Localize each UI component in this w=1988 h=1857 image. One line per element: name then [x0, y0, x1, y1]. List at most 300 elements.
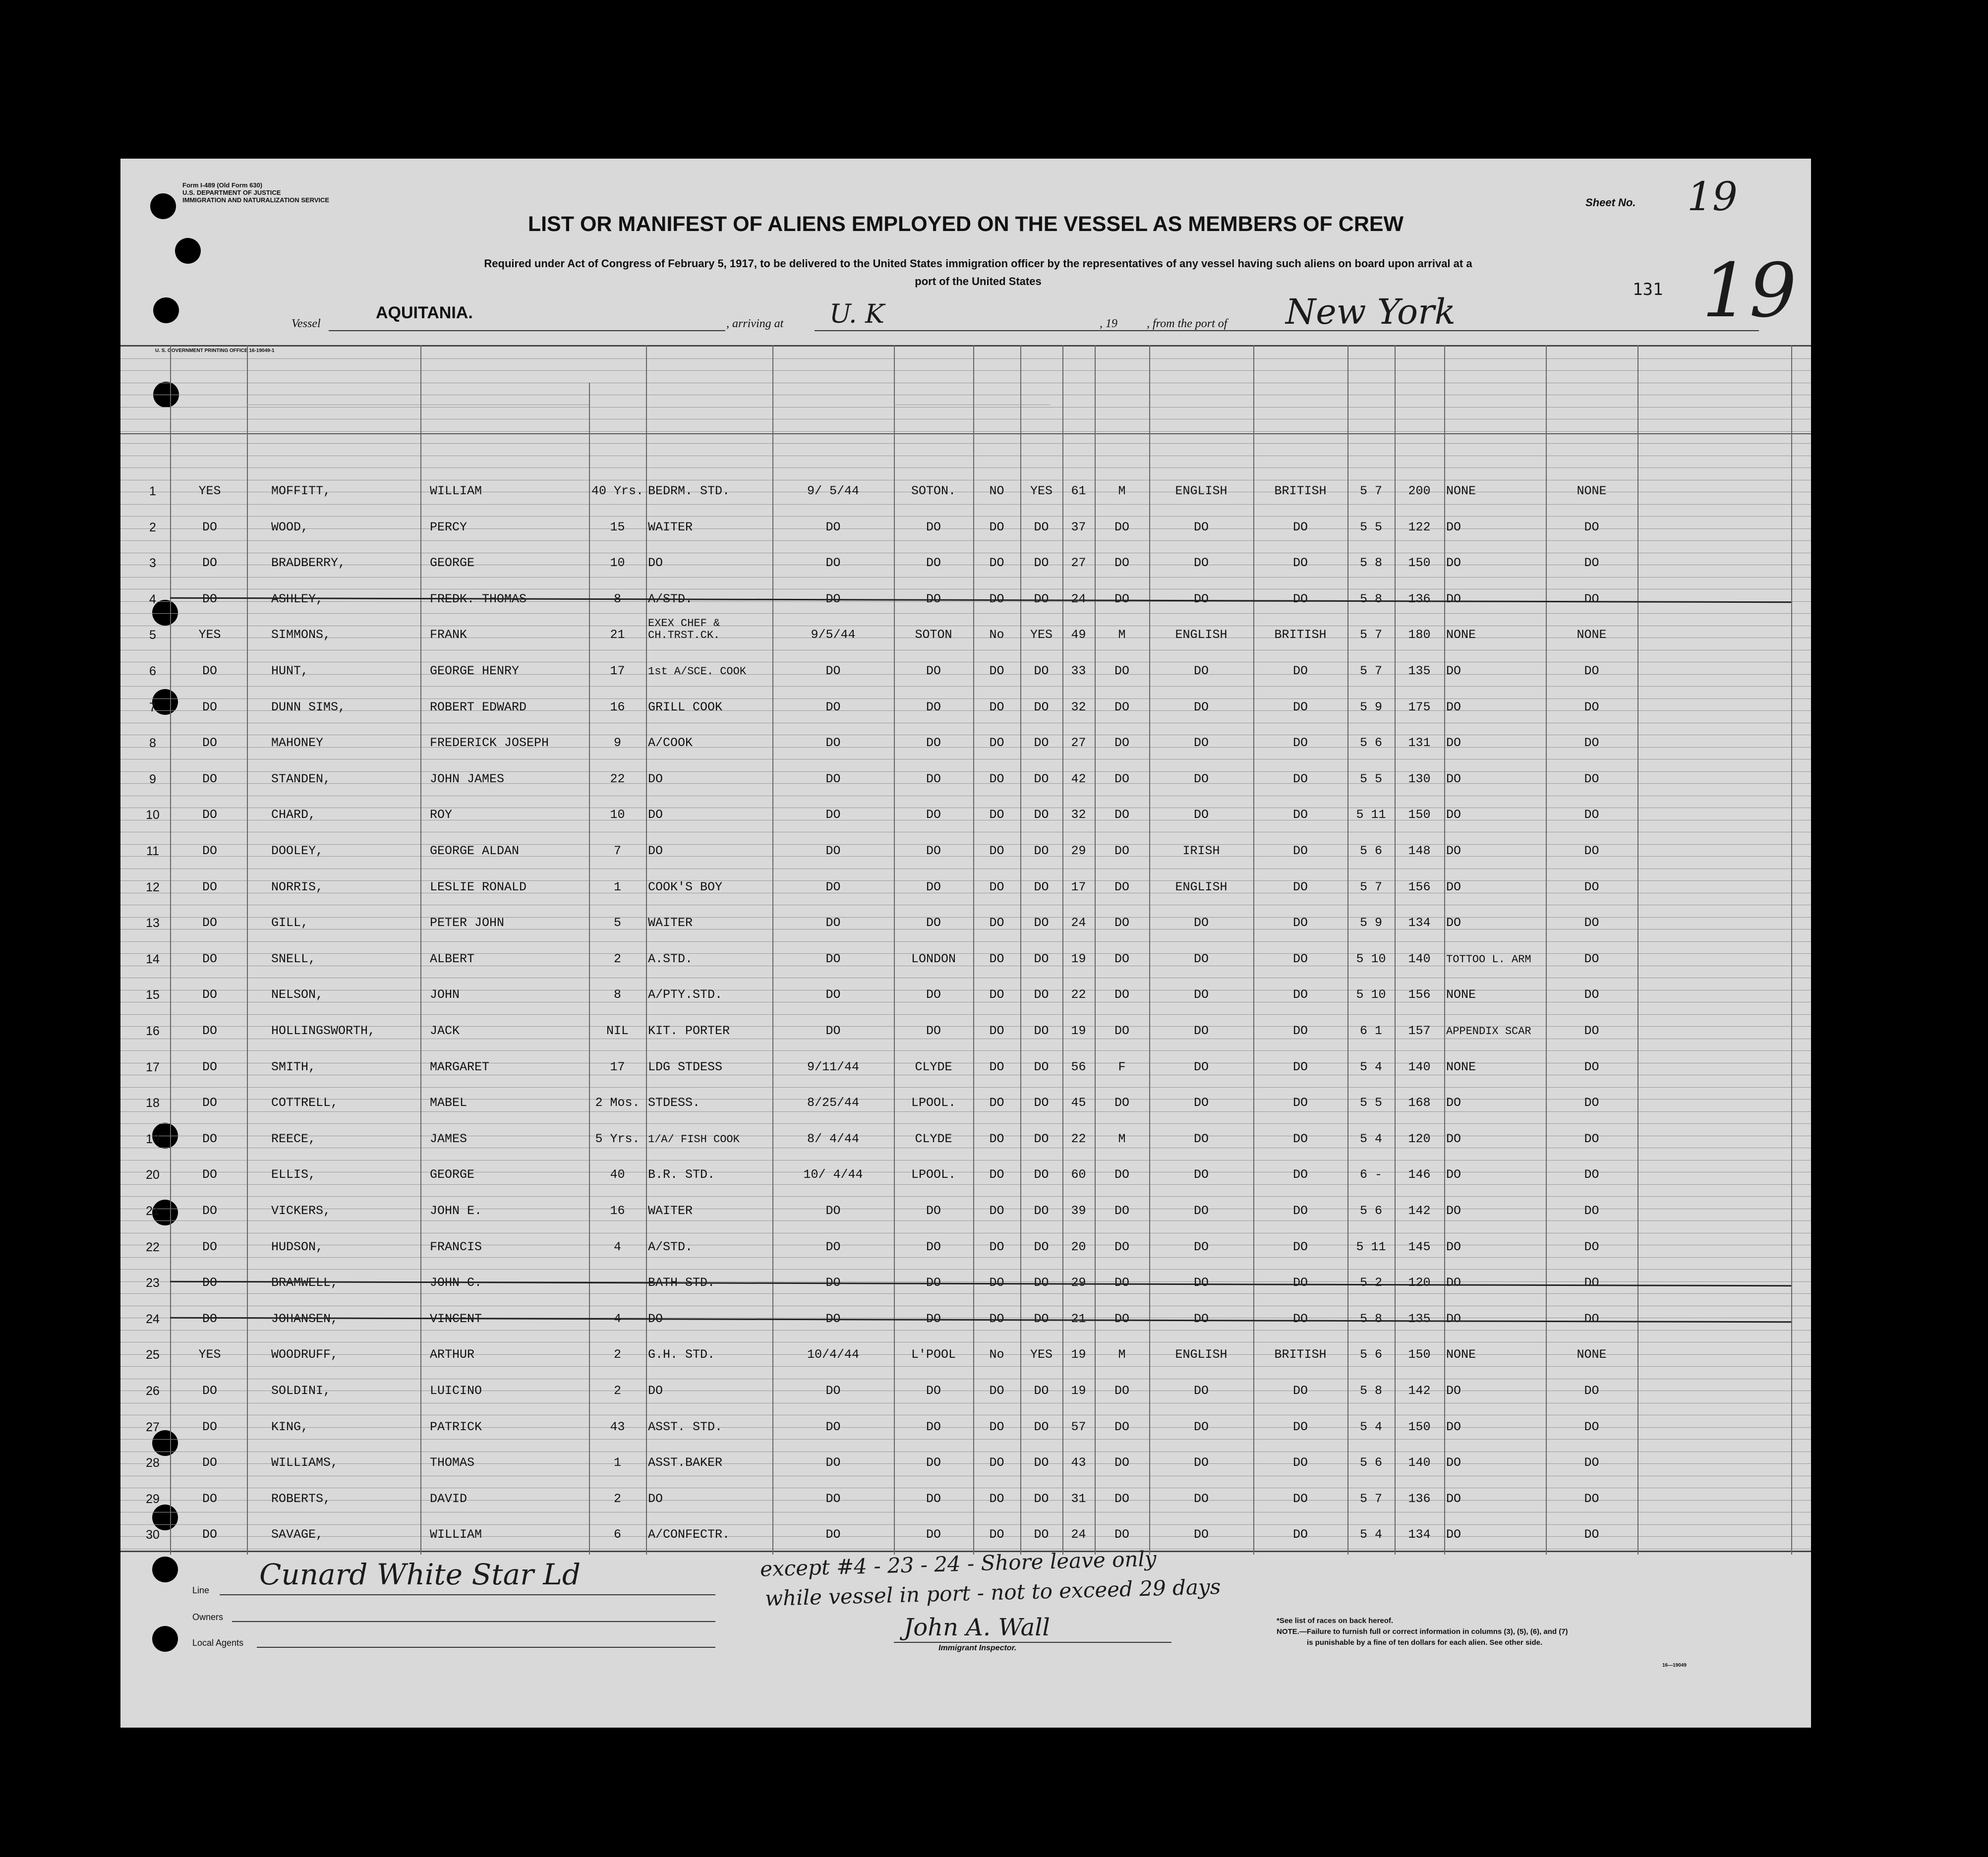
cell-disch: DO [989, 1384, 1004, 1397]
cell-family: WOODRUFF, [271, 1347, 339, 1362]
cell-wt: 135 [1408, 1311, 1431, 1326]
cell-sex: M [1118, 1131, 1126, 1146]
cell-where: DO [926, 771, 941, 786]
cell-ht: 5 7 [1359, 628, 1382, 642]
cell-given: JOHN [430, 987, 460, 1002]
cell-age: 20 [1071, 1239, 1086, 1254]
cell-read: DO [1034, 987, 1049, 1002]
cell-remarks: DO [1584, 664, 1599, 678]
cell-marks: DO [1446, 1384, 1462, 1397]
cell-race: DO [1193, 1024, 1209, 1038]
cell-disch: DO [989, 736, 1004, 750]
cell-when: DO [825, 520, 841, 534]
cell-race: DO [1193, 1491, 1209, 1506]
cell-given: ALBERT [430, 951, 475, 966]
cell-when: 8/ 4/44 [807, 1131, 860, 1146]
cell-ht: 5 6 [1359, 844, 1382, 858]
cell-last: DO [202, 844, 217, 858]
cell-given: FREDK. THOMAS [430, 591, 527, 606]
cell-marks: DO [1446, 844, 1462, 858]
cell-race: DO [1193, 736, 1209, 750]
cell-nat: DO [1292, 1491, 1308, 1506]
cell-when: DO [825, 1419, 841, 1434]
cell-sex: DO [1114, 699, 1129, 714]
cell-service: 40 Yrs. [591, 484, 644, 498]
cell-no: 10 [146, 808, 160, 822]
column-divider [1546, 345, 1547, 1555]
cell-no: 4 [149, 592, 156, 606]
cell-read: DO [1034, 1167, 1049, 1182]
cell-remarks: DO [1584, 951, 1599, 966]
cell-last: DO [202, 556, 217, 570]
cell-no: 29 [146, 1492, 160, 1506]
column-divider [1253, 345, 1254, 1555]
cell-nat: DO [1292, 951, 1308, 966]
cell-race: DO [1193, 1096, 1209, 1110]
cell-last: DO [202, 916, 217, 930]
penalty-note-2: is punishable by a fine of ten dollars for each alien. See other side. [1307, 1638, 1543, 1647]
cell-given: FREDERICK JOSEPH [430, 736, 549, 750]
column-divider [170, 345, 171, 1555]
cell-marks: DO [1446, 699, 1462, 714]
cell-given: FRANCIS [430, 1239, 482, 1254]
column-divider [1395, 345, 1396, 1555]
cell-age: 22 [1071, 1131, 1086, 1146]
cell-given: ROBERT EDWARD [430, 699, 527, 714]
cell-sex: DO [1114, 1311, 1129, 1326]
cell-where: LPOOL. [911, 1096, 956, 1110]
cell-position: EXEX CHEF & CH.TRST.CK. [648, 617, 720, 642]
cell-given: GEORGE [430, 1167, 475, 1182]
cell-ht: 5 11 [1356, 808, 1386, 822]
cell-given: PERCY [430, 520, 468, 534]
cell-family: BRAMWELL, [271, 1276, 339, 1290]
cell-age: 39 [1071, 1204, 1086, 1218]
cell-service: 2 [613, 951, 621, 966]
cell-disch: DO [989, 1491, 1004, 1506]
cell-service: 15 [610, 520, 625, 534]
cell-service: 5 Yrs. [595, 1131, 640, 1146]
cell-read: DO [1034, 1311, 1049, 1326]
cell-nat: DO [1292, 591, 1308, 606]
cell-when: DO [825, 1311, 841, 1326]
cell-nat: DO [1292, 1239, 1308, 1254]
cell-position: WAITER [648, 520, 693, 534]
year-label: , 19 [1100, 317, 1117, 330]
cell-age: 29 [1071, 1276, 1086, 1290]
cell-race: DO [1193, 771, 1209, 786]
cell-no: 3 [149, 556, 156, 570]
cell-family: REECE, [271, 1131, 316, 1146]
cell-no: 18 [146, 1096, 160, 1110]
cell-family: SAVAGE, [271, 1527, 324, 1542]
cell-last: DO [202, 1419, 217, 1434]
cell-read: YES [1030, 1347, 1052, 1362]
cell-position: A/PTY.STD. [648, 987, 723, 1002]
cell-where: DO [926, 556, 941, 570]
cell-read: DO [1034, 1239, 1049, 1254]
cell-last: DO [202, 1239, 217, 1254]
cell-family: STANDEN, [271, 771, 331, 786]
cell-sex: DO [1114, 951, 1129, 966]
cell-ht: 5 7 [1359, 879, 1382, 894]
column-divider [247, 345, 248, 1555]
cell-ht: 5 10 [1356, 951, 1386, 966]
cell-service: 1 [613, 879, 621, 894]
cell-sex: M [1118, 484, 1126, 498]
inspector-handnote-1: except #4 - 23 - 24 - Shore leave only [760, 1546, 1157, 1581]
cell-where: DO [926, 1527, 941, 1542]
cell-where: DO [926, 1384, 941, 1397]
cell-remarks: DO [1584, 1204, 1599, 1218]
cell-where: DO [926, 1311, 941, 1326]
cell-last: DO [202, 1276, 217, 1290]
cell-position: A.STD. [648, 951, 693, 966]
cell-position: A/STD. [648, 1239, 693, 1254]
cell-remarks: DO [1584, 1024, 1599, 1038]
cell-age: 60 [1071, 1167, 1086, 1182]
cell-last: DO [202, 1096, 217, 1110]
cell-read: DO [1034, 1455, 1049, 1470]
cell-race: DO [1193, 1167, 1209, 1182]
from-label: , from the port of [1147, 317, 1228, 330]
cell-nat: DO [1292, 916, 1308, 930]
cell-family: MAHONEY [271, 736, 324, 750]
cell-no: 23 [146, 1276, 160, 1290]
cell-service: 21 [610, 628, 625, 642]
cell-age: 24 [1071, 591, 1086, 606]
cell-family: CHARD, [271, 808, 316, 822]
cell-sex: DO [1114, 1276, 1129, 1290]
cell-when: DO [825, 951, 841, 966]
manifest-title: LIST OR MANIFEST OF ALIENS EMPLOYED ON THE VESSEL AS MEMBERS OF CREW [527, 212, 1404, 236]
cell-read: DO [1034, 844, 1049, 858]
cell-family: COTTRELL, [271, 1096, 339, 1110]
cell-race: DO [1193, 1239, 1209, 1254]
cell-when: DO [825, 844, 841, 858]
cell-given: MABEL [430, 1096, 468, 1110]
cell-no: 25 [146, 1348, 160, 1362]
cell-wt: 140 [1408, 1455, 1431, 1470]
cell-wt: 148 [1408, 844, 1431, 858]
cell-ht: 5 7 [1359, 1491, 1382, 1506]
cell-sex: DO [1114, 520, 1129, 534]
cell-given: WILLIAM [430, 1527, 482, 1542]
cell-family: HUNT, [271, 664, 309, 678]
cell-no: 28 [146, 1456, 160, 1470]
department: U.S. DEPARTMENT OF JUSTICE [182, 189, 281, 196]
cell-service: 7 [613, 844, 621, 858]
cell-no: 15 [146, 988, 160, 1002]
cell-marks: DO [1446, 591, 1462, 606]
cell-sex: DO [1114, 1239, 1129, 1254]
cell-marks: DO [1446, 808, 1462, 822]
cell-given: WILLIAM [430, 484, 482, 498]
cell-read: DO [1034, 736, 1049, 750]
cell-family: HOLLINGSWORTH, [271, 1024, 376, 1038]
cell-read: DO [1034, 520, 1049, 534]
cell-position: A/STD. [648, 591, 693, 606]
cell-disch: DO [989, 1167, 1004, 1182]
cell-when: DO [825, 916, 841, 930]
cell-given: ARTHUR [430, 1347, 475, 1362]
cell-sex: DO [1114, 1419, 1129, 1434]
cell-race: DO [1193, 1276, 1209, 1290]
cell-disch: DO [989, 916, 1004, 930]
cell-marks: DO [1446, 916, 1462, 930]
cell-age: 19 [1071, 1024, 1086, 1038]
cell-where: DO [926, 1276, 941, 1290]
cell-when: DO [825, 699, 841, 714]
cell-sex: DO [1114, 1204, 1129, 1218]
cell-family: NORRIS, [271, 879, 324, 894]
cell-race: DO [1193, 1384, 1209, 1397]
cell-read: DO [1034, 1024, 1049, 1038]
cell-sex: DO [1114, 1167, 1129, 1182]
cell-remarks: DO [1584, 1131, 1599, 1146]
cell-age: 49 [1071, 628, 1086, 642]
vessel-underline [329, 330, 725, 331]
cell-last: DO [202, 1311, 217, 1326]
cell-remarks: DO [1584, 771, 1599, 786]
cell-read: DO [1034, 879, 1049, 894]
cell-sex: M [1118, 1347, 1126, 1362]
cell-last: DO [202, 879, 217, 894]
cell-race: DO [1193, 987, 1209, 1002]
cell-wt: 135 [1408, 664, 1431, 678]
cell-remarks: NONE [1577, 1347, 1607, 1362]
cell-age: 27 [1071, 736, 1086, 750]
cell-no: 2 [149, 520, 156, 534]
form-info [182, 181, 329, 204]
grid-line [120, 431, 1811, 432]
cell-marks: NONE [1446, 1347, 1476, 1362]
punch-hole [152, 1626, 178, 1652]
cell-where: CLYDE [915, 1131, 952, 1146]
cell-where: SOTON [915, 628, 952, 642]
column-divider [1347, 345, 1348, 1555]
cell-nat: DO [1292, 879, 1308, 894]
cell-given: GEORGE ALDAN [430, 844, 520, 858]
cell-position: B.R. STD. [648, 1167, 715, 1182]
cell-where: DO [926, 879, 941, 894]
cell-no: 5 [149, 628, 156, 642]
cell-remarks: DO [1584, 808, 1599, 822]
cell-remarks: DO [1584, 1239, 1599, 1254]
cell-read: DO [1034, 808, 1049, 822]
cell-marks: DO [1446, 1419, 1462, 1434]
cell-race: DO [1193, 556, 1209, 570]
cell-race: DO [1193, 664, 1209, 678]
cell-ht: 5 5 [1359, 520, 1382, 534]
cell-remarks: DO [1584, 1419, 1599, 1434]
cell-service: 43 [610, 1419, 625, 1434]
cell-age: 31 [1071, 1491, 1086, 1506]
cell-sex: F [1118, 1059, 1126, 1074]
cell-service: 2 [613, 1384, 621, 1397]
cell-nat: DO [1292, 771, 1308, 786]
header-bottom-rule [120, 433, 1811, 434]
cell-disch: NO [989, 484, 1004, 498]
cell-remarks: DO [1584, 1384, 1599, 1397]
cell-race: DO [1193, 1527, 1209, 1542]
line-label: Line [192, 1585, 210, 1595]
cell-last: DO [202, 951, 217, 966]
cell-remarks: DO [1584, 699, 1599, 714]
column-divider [1062, 345, 1063, 1555]
printing-office: U. S. GOVERNMENT PRINTING OFFICE 16-19049-1 [155, 348, 275, 353]
cell-last: DO [202, 736, 217, 750]
cell-disch: DO [989, 1527, 1004, 1542]
cell-wt: 175 [1408, 699, 1431, 714]
cell-no: 30 [146, 1528, 160, 1542]
cell-no: 27 [146, 1420, 160, 1434]
cell-read: DO [1034, 771, 1049, 786]
cell-race: DO [1193, 591, 1209, 606]
cell-ht: 5 5 [1359, 1096, 1382, 1110]
cell-family: ASHLEY, [271, 591, 324, 606]
cell-race: DO [1193, 1311, 1209, 1326]
cell-ht: 5 10 [1356, 987, 1386, 1002]
cell-position: KIT. PORTER [648, 1024, 730, 1038]
cell-where: DO [926, 916, 941, 930]
cell-position: WAITER [648, 1204, 693, 1218]
cell-marks: DO [1446, 771, 1462, 786]
cell-nat: DO [1292, 1527, 1308, 1542]
manifest-sheet [120, 159, 1811, 1728]
cell-when: DO [825, 1384, 841, 1397]
cell-service: NIL [606, 1024, 629, 1038]
cell-read: DO [1034, 1384, 1049, 1397]
column-divider [772, 345, 773, 1555]
owners-label: Owners [192, 1612, 224, 1622]
cell-given: MARGARET [430, 1059, 490, 1074]
cell-last: DO [202, 1024, 217, 1038]
arriving-label: , arriving at [726, 317, 784, 330]
cell-remarks: DO [1584, 1059, 1599, 1074]
cell-read: DO [1034, 1204, 1049, 1218]
cell-nat: DO [1292, 1059, 1308, 1074]
cell-disch: DO [989, 951, 1004, 966]
cell-service: 9 [613, 736, 621, 750]
cell-sex: DO [1114, 1527, 1129, 1542]
cell-disch: DO [989, 520, 1004, 534]
agents-label: Local Agents [192, 1638, 244, 1648]
inspector-label: Immigrant Inspector. [938, 1644, 1017, 1652]
cell-family: KING, [271, 1419, 309, 1434]
cell-last: DO [202, 1384, 217, 1397]
cell-position: DO [648, 808, 663, 822]
cell-when: DO [825, 1455, 841, 1470]
cell-where: DO [926, 1239, 941, 1254]
cell-nat: DO [1292, 1167, 1308, 1182]
cell-disch: DO [989, 1239, 1004, 1254]
subtitle-line-2: port of the United States [915, 275, 1042, 288]
cell-read: DO [1034, 916, 1049, 930]
cell-where: DO [926, 1024, 941, 1038]
cell-given: GEORGE HENRY [430, 664, 520, 678]
cell-when: DO [825, 987, 841, 1002]
cell-race: ENGLISH [1175, 879, 1228, 894]
cell-no: 26 [146, 1384, 160, 1397]
cell-age: 33 [1071, 664, 1086, 678]
cell-service: 17 [610, 1059, 625, 1074]
cell-disch: DO [989, 1455, 1004, 1470]
cell-position: DO [648, 844, 663, 858]
cell-race: ENGLISH [1175, 628, 1228, 642]
cell-marks: DO [1446, 1096, 1462, 1110]
manifest-table [120, 345, 1811, 1555]
cell-remarks: DO [1584, 844, 1599, 858]
cell-last: DO [202, 591, 217, 606]
cell-where: DO [926, 699, 941, 714]
cell-no: 8 [149, 736, 156, 750]
cell-age: 19 [1071, 951, 1086, 966]
owners-underline [232, 1621, 715, 1622]
penalty-note-1: NOTE.—Failure to furnish full or correct information in columns (3), (5), (6), and (7) [1277, 1627, 1568, 1636]
cell-given: FRANK [430, 628, 468, 642]
cell-disch: DO [989, 808, 1004, 822]
cell-race: DO [1193, 916, 1209, 930]
cell-disch: DO [989, 879, 1004, 894]
cell-last: DO [202, 771, 217, 786]
cell-given: THOMAS [430, 1455, 475, 1470]
cell-no: 9 [149, 772, 156, 786]
cell-read: DO [1034, 1276, 1049, 1290]
cell-last: DO [202, 1527, 217, 1542]
cell-wt: 140 [1408, 951, 1431, 966]
cell-position: BATH STD. [648, 1276, 715, 1290]
cell-marks: DO [1446, 1204, 1462, 1218]
cell-service: 4 [613, 1239, 621, 1254]
cell-position: GRILL COOK [648, 699, 723, 714]
cell-race: DO [1193, 699, 1209, 714]
cell-family: WOOD, [271, 520, 309, 534]
cell-when: 8/25/44 [807, 1096, 860, 1110]
agents-underline [257, 1647, 715, 1648]
cell-remarks: DO [1584, 1527, 1599, 1542]
cell-race: DO [1193, 1059, 1209, 1074]
cell-service: 4 [613, 1311, 621, 1326]
cell-position: 1/A/ FISH COOK [648, 1133, 740, 1146]
cell-service: 8 [613, 591, 621, 606]
cell-wt: 146 [1408, 1167, 1431, 1182]
cell-last: YES [198, 628, 221, 642]
cell-wt: 180 [1408, 628, 1431, 642]
cell-no: 7 [149, 700, 156, 714]
cell-where: DO [926, 736, 941, 750]
cell-disch: DO [989, 699, 1004, 714]
cell-family: VICKERS, [271, 1204, 331, 1218]
cell-ht: 5 7 [1359, 484, 1382, 498]
cell-remarks: DO [1584, 987, 1599, 1002]
cell-marks: DO [1446, 1491, 1462, 1506]
column-divider [646, 345, 647, 1555]
cell-read: DO [1034, 591, 1049, 606]
cell-disch: DO [989, 771, 1004, 786]
cell-disch: DO [989, 1419, 1004, 1434]
cell-last: DO [202, 1059, 217, 1074]
cell-family: SIMMONS, [271, 628, 331, 642]
cell-nat: BRITISH [1274, 628, 1327, 642]
cell-disch: DO [989, 1131, 1004, 1146]
cell-last: DO [202, 699, 217, 714]
cell-nat: DO [1292, 1455, 1308, 1470]
cell-race: DO [1193, 1131, 1209, 1146]
cell-disch: DO [989, 1096, 1004, 1110]
cell-given: PATRICK [430, 1419, 482, 1434]
cell-ht: 5 4 [1359, 1527, 1382, 1542]
